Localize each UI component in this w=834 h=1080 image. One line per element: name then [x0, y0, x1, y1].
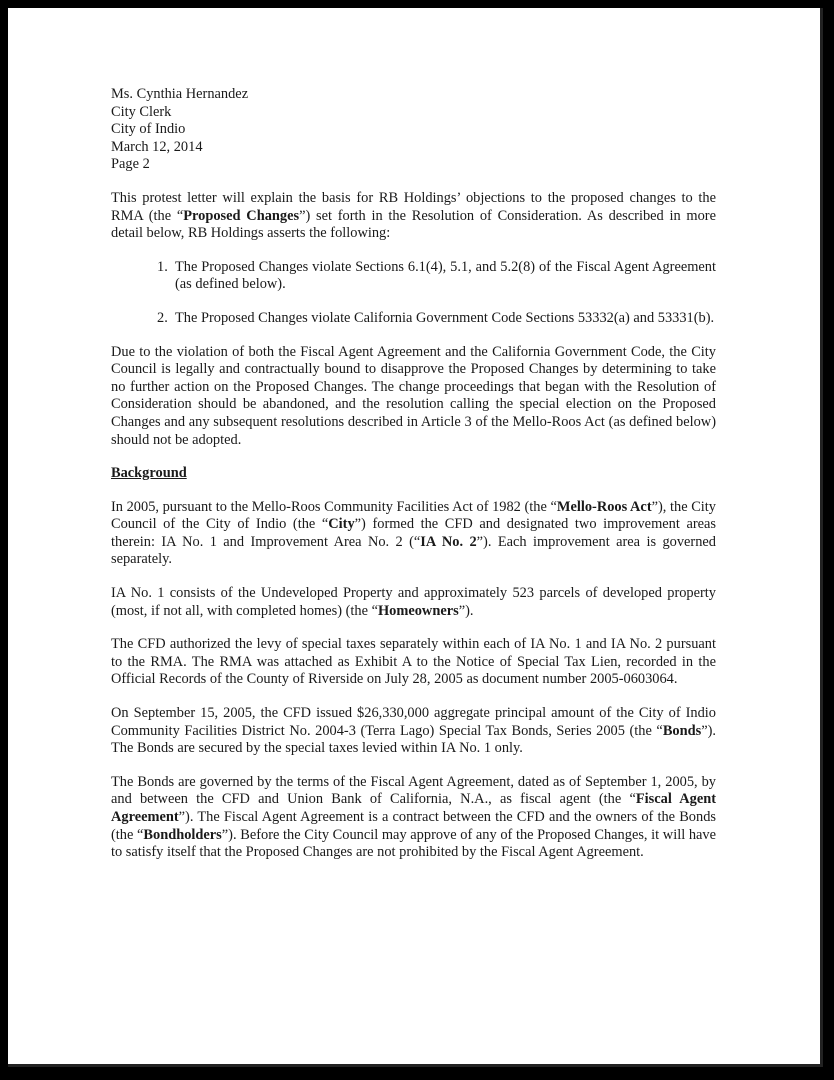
violation-paragraph: Due to the violation of both the Fiscal Agent Agreement and the California Government Code, the City Council is legally and contractually bound to disapprove the Proposed Changes by determining to take no further action on the Proposed Changes. The change proceedings that began with the Resolution of Consideration should be abandoned, and the resolution calling the special election on the Proposed Changes and any subsequent resolutions described in Article 3 of the Mello-Roos Act (as defined below) should not be adopted. — [111, 343, 716, 448]
defined-term: Bondholders — [143, 826, 222, 843]
paragraph-text: ”). Each improvement area is governed separately. — [111, 533, 716, 568]
list-text: The Proposed Changes violate California Government Code Sections 53332(a) and 53331(b). — [175, 309, 715, 326]
paragraph-text: ”) formed the CFD and designated two improvement areas therein: IA No. 1 and Improvement Area No. 2 (“ — [111, 516, 717, 550]
paragraph-text: ”). — [458, 602, 474, 619]
paragraph-text: ”). Before the City Council may approve of any of the Proposed Changes, it will have to satisfy itself that the Proposed Changes are not prohibited by the Fiscal Agent Agreement. — [111, 826, 717, 861]
letter-body — [111, 86, 716, 862]
list-number: 2. — [157, 309, 168, 326]
intro-text: This protest letter will explain the basis for RB Holdings’ objections to the proposed changes to the RMA (the “ — [111, 189, 716, 224]
defined-term: Fiscal Agent Agreement — [111, 791, 717, 825]
list-item — [157, 259, 716, 294]
list-item — [157, 310, 716, 328]
intro-paragraph — [111, 190, 716, 243]
recipient-title: City Clerk — [111, 103, 172, 120]
address-block — [111, 86, 716, 174]
assertions-list — [111, 259, 716, 328]
paragraph-text: ”), the City Council of the City of Indio (the “ — [111, 498, 716, 533]
paragraph-text: IA No. 1 consists of the Undeveloped Property and approximately 523 parcels of developed property (most, if not all, with completed homes) (the “ — [111, 585, 716, 619]
intro-text: ”) set forth in the Resolution of Consideration. As described in more detail below, RB Holdings asserts the following: — [111, 207, 716, 242]
ia1-paragraph — [111, 585, 716, 620]
formation-paragraph — [111, 499, 716, 569]
defined-term: Bonds — [662, 722, 702, 739]
document-page — [8, 8, 823, 1067]
list-text: The Proposed Changes violate Sections 6.1(4), 5.1, and 5.2(8) of the Fiscal Agent Agreement (as defined below). — [175, 258, 716, 293]
paragraph-text: ”). The Fiscal Agent Agreement is a contract between the CFD and the owners of the Bonds (the “ — [111, 809, 716, 843]
list-number: 1. — [157, 258, 168, 275]
paragraph-text: In 2005, pursuant to the Mello-Roos Community Facilities Act of 1982 (the “ — [111, 498, 557, 515]
defined-term: Homeowners — [377, 602, 459, 619]
paragraph-text: ”). The Bonds are secured by the special taxes levied within IA No. 1 only. — [111, 722, 716, 757]
defined-term: City — [328, 516, 355, 533]
cfd-paragraph: The CFD authorized the levy of special taxes separately within each of IA No. 1 and IA No. 2 pursuant to the RMA. The RMA was attached as Exhibit A to the Notice of Special Tax Lien, recorded in the Official Records of the County of Riverside on July 28, 2005 as document number 2005-0603064. — [111, 636, 716, 688]
fiscal-agent-paragraph — [111, 774, 716, 862]
recipient-name: Ms. Cynthia Hernandez — [111, 86, 249, 102]
defined-term: IA No. 2 — [420, 533, 477, 550]
defined-term: Proposed Changes — [183, 207, 300, 224]
recipient-org: City of Indio — [111, 121, 186, 138]
page-number: Page 2 — [111, 156, 150, 173]
bonds-paragraph — [111, 705, 716, 758]
paragraph-text: The Bonds are governed by the terms of the Fiscal Agent Agreement, dated as of September 1, 2005, by and between the CFD and Union Bank of California, N.A., as fiscal agent (the “ — [111, 773, 716, 808]
section-heading: Background — [111, 465, 187, 482]
letter-date: March 12, 2014 — [111, 138, 203, 155]
defined-term: Mello-Roos Act — [556, 498, 652, 515]
paragraph-text: On September 15, 2005, the CFD issued $26,330,000 aggregate principal amount of the City of Indio Community Facilities District No. 2004-3 (Terra Lago) Special Tax Bonds, Series 2005 (the “ — [111, 705, 716, 739]
